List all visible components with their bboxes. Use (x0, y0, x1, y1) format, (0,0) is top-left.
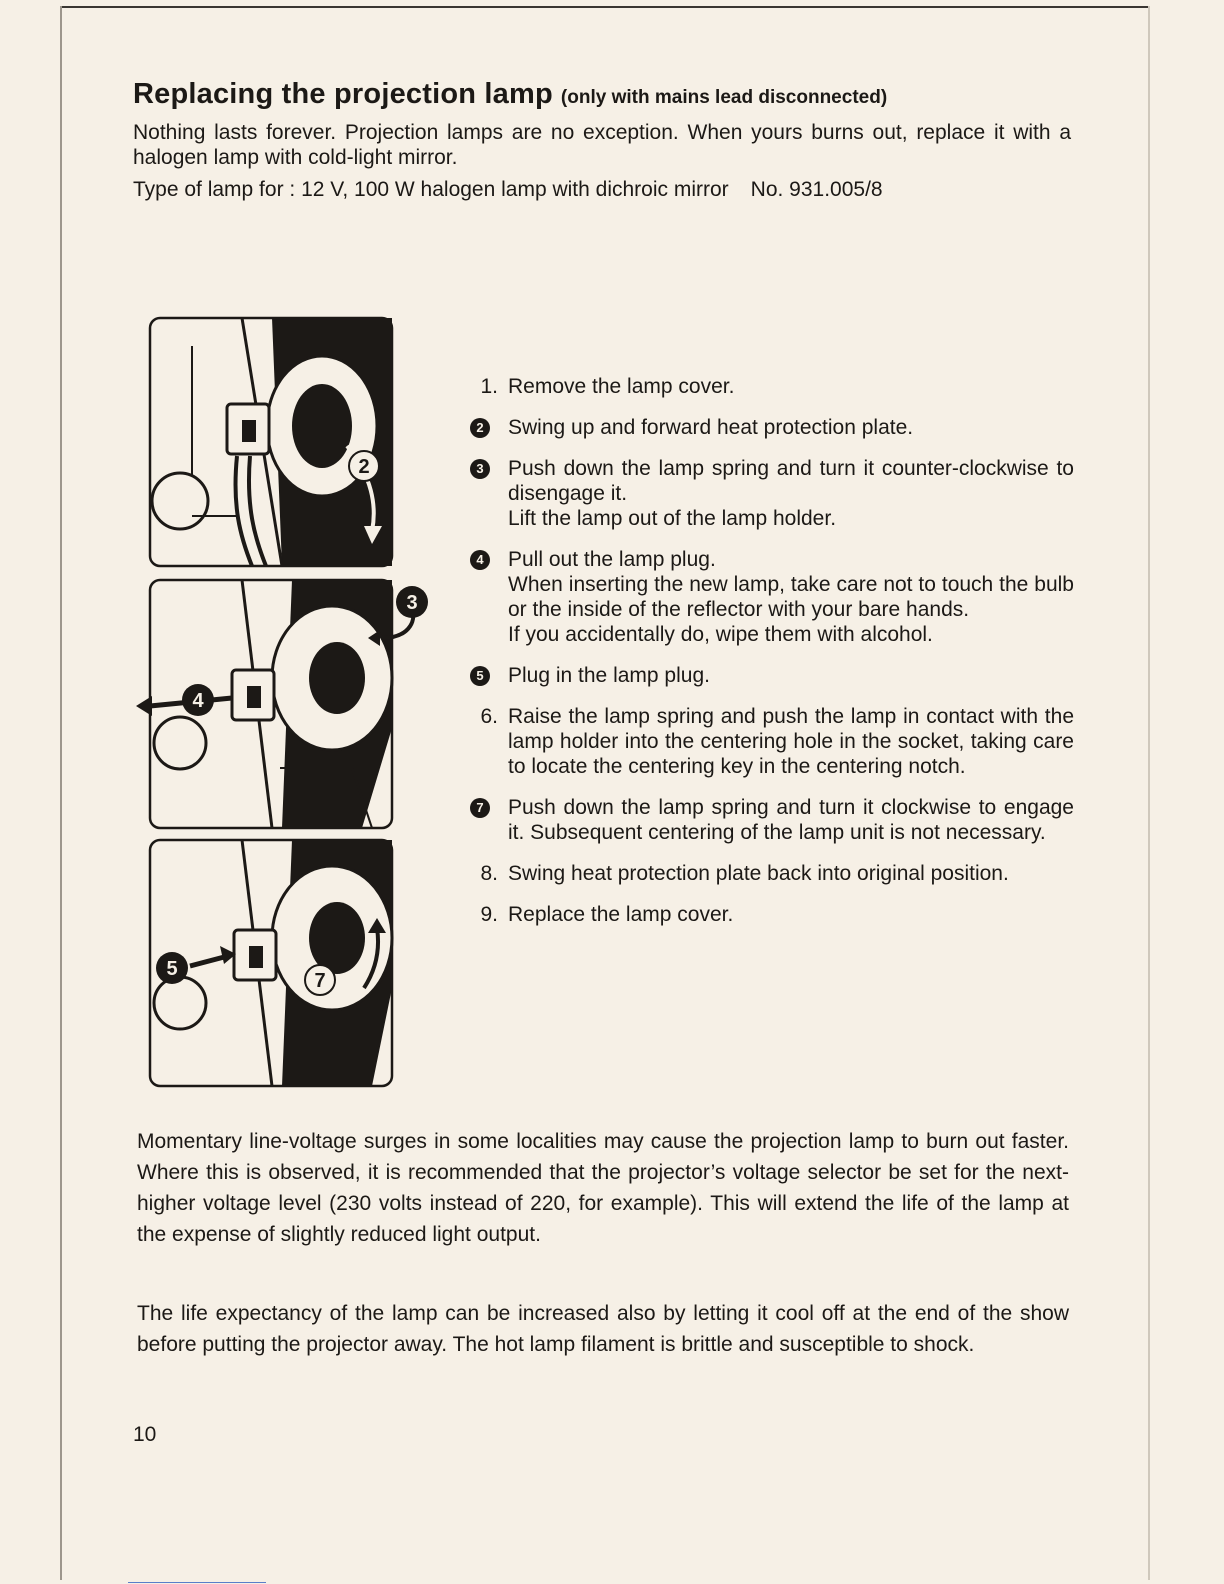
step-4-marker: 4 (470, 550, 490, 570)
step-1-marker: 1. (480, 375, 498, 398)
lamp-type-line (133, 177, 1033, 202)
page-number: 10 (133, 1423, 157, 1446)
step-1-text: Remove the lamp cover. (508, 375, 735, 398)
step-5-marker: 5 (470, 666, 490, 686)
step-1 (468, 374, 1074, 399)
steps-list (468, 374, 1074, 943)
step-2-marker: 2 (470, 418, 490, 438)
step-6-text: Raise the lamp spring and push the lamp in contact with the lamp holder into the centering hole in the socket, taking care to locate the centering key in the centering notch. (508, 705, 1074, 778)
fig3-callout-7: 7 (314, 970, 326, 992)
step-9-text: Replace the lamp cover. (508, 903, 734, 926)
step-4-text: Pull out the lamp plug. (508, 548, 716, 571)
step-2 (468, 415, 1074, 440)
figure-3-drawing (132, 838, 442, 1092)
page-edge-top (60, 6, 1150, 8)
step-8 (468, 861, 1074, 886)
fig2-callout-4: 4 (192, 690, 204, 712)
step-7-text: Push down the lamp spring and turn it clockwise to engage it. Subsequent centering of the lamp unit is not necessary. (508, 796, 1074, 844)
step-3-text-2: Lift the lamp out of the lamp holder. (508, 507, 837, 530)
page-title (133, 74, 1093, 111)
figure-remove-lamp (132, 316, 442, 570)
step-3-text: Push down the lamp spring and turn it counter-clockwise to disengage it. (508, 457, 1074, 505)
step-9-marker: 9. (480, 903, 498, 926)
page-edge-left (60, 6, 62, 1580)
step-7 (468, 795, 1074, 845)
page-title-note: (only with mains lead disconnected) (560, 87, 888, 108)
step-8-text: Swing heat protection plate back into original position. (508, 862, 1009, 885)
fig1-callout-2: 2 (358, 456, 370, 478)
step-8-marker: 8. (480, 862, 498, 885)
step-6 (468, 704, 1074, 779)
figure-1-drawing (132, 316, 442, 570)
step-9 (468, 902, 1074, 927)
lamp-life-paragraph: The life expectancy of the lamp can be increased also by letting it cool off at the end of the show before putting the projector away. The hot lamp filament is brittle and susceptible to shock. (137, 1302, 1069, 1356)
fig3-callout-5: 5 (166, 958, 178, 980)
link-underline (128, 1582, 266, 1583)
lamp-type-text: Type of lamp for : 12 V, 100 W halogen lamp with dichroic mirror (133, 178, 729, 201)
page-title-main: Replacing the projection lamp (133, 78, 553, 110)
intro-paragraph: Nothing lasts forever. Projection lamps are no exception. When yours burns out, replace it with a halogen lamp with cold-light mirror. (133, 121, 1071, 169)
step-4-text-2: When inserting the new lamp, take care not to touch the bulb or the inside of the reflector with your bare hands. (508, 573, 1074, 621)
lamp-number: No. 931.005/8 (750, 178, 883, 201)
fig2-callout-3: 3 (406, 592, 418, 614)
step-6-marker: 6. (480, 705, 498, 728)
step-4-text-3: If you accidentally do, wipe them with alcohol. (508, 623, 933, 646)
figure-unplug-lamp (132, 578, 442, 832)
step-4 (468, 547, 1074, 647)
page-edge-right (1148, 6, 1150, 1580)
figure-2-drawing (132, 578, 442, 832)
figure-insert-lamp (132, 838, 442, 1092)
step-5 (468, 663, 1074, 688)
step-3 (468, 456, 1074, 531)
step-5-text: Plug in the lamp plug. (508, 664, 710, 687)
voltage-surge-paragraph: Momentary line-voltage surges in some localities may cause the projection lamp to burn out faster. Where this is observed, it is recommended that the projector’s voltage selector be set for the next-higher voltage level (230 volts instead of 220, for example). This will extend the life of the lamp at the expense of slightly reduced light output. (137, 1130, 1069, 1246)
step-7-marker: 7 (470, 798, 490, 818)
step-3-marker: 3 (470, 459, 490, 479)
step-2-text: Swing up and forward heat protection plate. (508, 416, 914, 439)
